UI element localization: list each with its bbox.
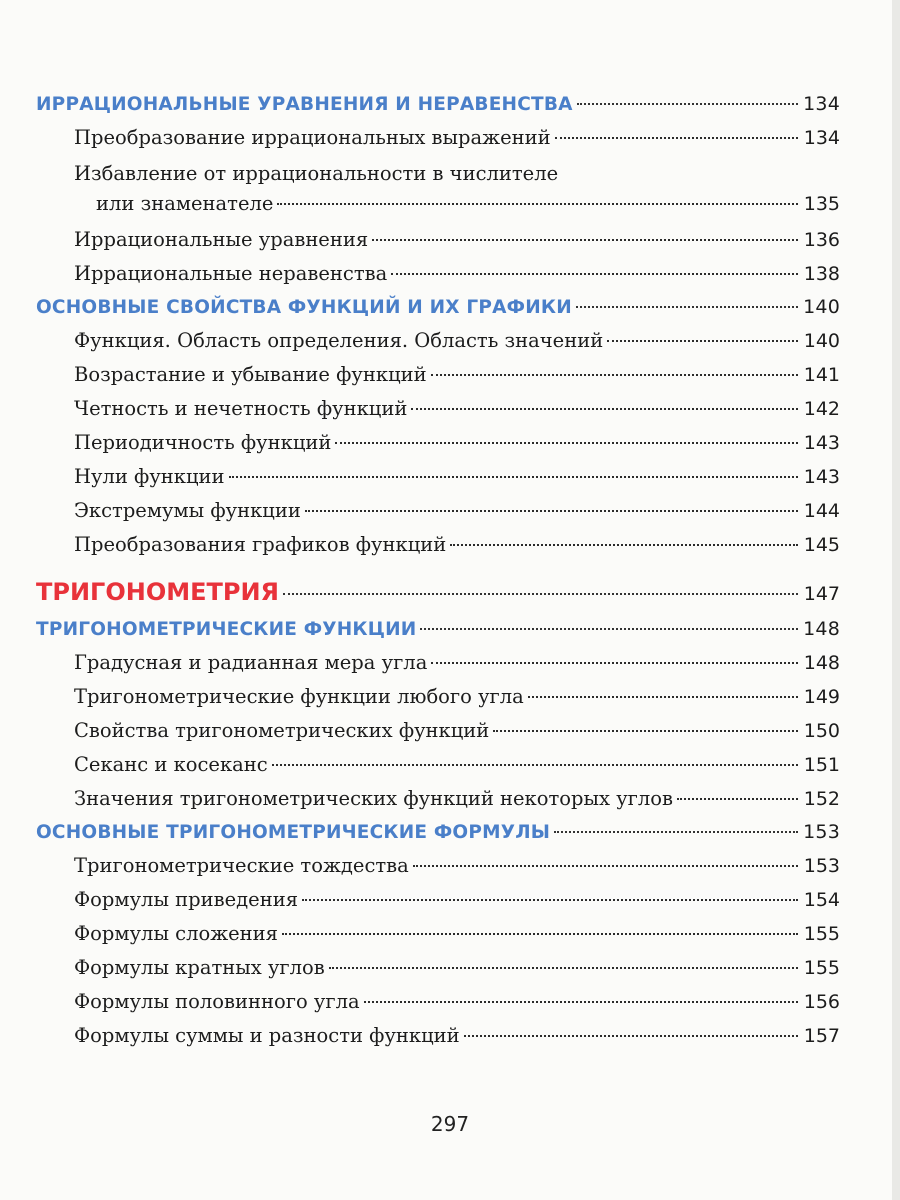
toc-entry-page: 138 bbox=[803, 263, 840, 285]
toc-entry-page: 144 bbox=[803, 500, 840, 522]
toc-entry-page: 134 bbox=[803, 93, 840, 115]
toc-entry-title: Периодичность функций bbox=[74, 431, 332, 454]
toc-entry bbox=[36, 227, 840, 253]
dot-leader bbox=[555, 137, 798, 139]
toc-entry-title: Формулы кратных углов bbox=[74, 956, 325, 979]
toc-entry-title: ОСНОВНЫЕ ТРИГОНОМЕТРИЧЕСКИЕ ФОРМУЛЫ bbox=[36, 822, 551, 843]
dot-leader bbox=[528, 696, 798, 698]
toc-entry-title: Функция. Область определения. Область значений bbox=[74, 329, 604, 352]
dot-leader bbox=[411, 408, 798, 410]
toc-entry-page: 136 bbox=[803, 229, 840, 251]
toc-entry-page: 154 bbox=[803, 889, 840, 911]
toc-entry-page: 140 bbox=[803, 296, 840, 318]
toc-entry-title: Формулы суммы и разности функций bbox=[74, 1024, 460, 1047]
dot-leader bbox=[329, 967, 798, 969]
toc-entry-title-cont: или знаменателе bbox=[96, 192, 274, 215]
toc-entry-page: 155 bbox=[803, 957, 840, 979]
toc-entry-title: Секанс и косеканс bbox=[74, 753, 268, 776]
toc-entry-page: 143 bbox=[803, 466, 840, 488]
toc-entry bbox=[36, 532, 840, 558]
toc-entry-page: 145 bbox=[803, 534, 840, 556]
toc-entry-title: Свойства тригонометрических функций bbox=[74, 719, 490, 742]
toc-entry-title: ОСНОВНЫЕ СВОЙСТВА ФУНКЦИЙ И ИХ ГРАФИКИ bbox=[36, 297, 572, 318]
toc-entry-title: ТРИГОНОМЕТРИЯ bbox=[36, 578, 280, 606]
toc-entry-page: 148 bbox=[803, 618, 840, 640]
toc-entry-page: 149 bbox=[803, 686, 840, 708]
dot-leader bbox=[493, 730, 798, 732]
toc-entry-page: 153 bbox=[803, 855, 840, 877]
toc-entry-page: 135 bbox=[803, 193, 840, 215]
toc-entry-title: ТРИГОНОМЕТРИЧЕСКИЕ ФУНКЦИИ bbox=[36, 619, 417, 640]
toc-entry-page: 155 bbox=[803, 923, 840, 945]
toc-entry-page: 151 bbox=[803, 754, 840, 776]
toc-section bbox=[36, 617, 840, 642]
dot-leader bbox=[305, 510, 798, 512]
toc-entry bbox=[36, 328, 840, 354]
toc-entry bbox=[36, 430, 840, 456]
table-of-contents bbox=[36, 92, 840, 1057]
toc-section bbox=[36, 295, 840, 320]
toc-chapter bbox=[36, 580, 840, 607]
toc-entry bbox=[36, 498, 840, 524]
dot-leader bbox=[413, 865, 798, 867]
dot-leader bbox=[431, 662, 798, 664]
dot-leader bbox=[576, 306, 798, 308]
dot-leader bbox=[554, 831, 798, 833]
toc-entry bbox=[36, 261, 840, 287]
toc-entry-page: 134 bbox=[803, 127, 840, 149]
toc-entry bbox=[36, 921, 840, 947]
dot-leader bbox=[420, 628, 798, 630]
toc-entry-page: 140 bbox=[803, 330, 840, 352]
toc-entry bbox=[36, 464, 840, 490]
toc-entry-title: Преобразование иррациональных выражений bbox=[74, 126, 551, 149]
toc-entry-title: Тригонометрические функции любого угла bbox=[74, 685, 524, 708]
dot-leader bbox=[391, 273, 798, 275]
toc-entry bbox=[36, 396, 840, 422]
toc-entry-title: Возрастание и убывание функций bbox=[74, 363, 427, 386]
toc-section bbox=[36, 820, 840, 845]
dot-leader bbox=[464, 1035, 798, 1037]
toc-entry bbox=[36, 1023, 840, 1049]
toc-entry-title: ИРРАЦИОНАЛЬНЫЕ УРАВНЕНИЯ И НЕРАВЕНСТВА bbox=[36, 94, 573, 115]
dot-leader bbox=[335, 442, 798, 444]
toc-entry-title: Тригонометрические тождества bbox=[74, 854, 409, 877]
dot-leader bbox=[431, 374, 798, 376]
toc-entry-page: 148 bbox=[803, 652, 840, 674]
toc-entry bbox=[36, 159, 840, 219]
dot-leader bbox=[607, 340, 798, 342]
toc-entry-page: 141 bbox=[803, 364, 840, 386]
dot-leader bbox=[277, 203, 798, 205]
toc-entry-title: Формулы приведения bbox=[74, 888, 298, 911]
toc-entry bbox=[36, 752, 840, 778]
dot-leader bbox=[283, 593, 798, 595]
toc-entry-title: Градусная и радианная мера угла bbox=[74, 651, 428, 674]
toc-entry-page: 157 bbox=[803, 1025, 840, 1047]
dot-leader bbox=[229, 476, 798, 478]
toc-entry-page: 153 bbox=[803, 821, 840, 843]
toc-entry-page: 156 bbox=[803, 991, 840, 1013]
toc-entry-page: 147 bbox=[803, 583, 840, 605]
toc-entry bbox=[36, 362, 840, 388]
toc-entry-title: Значения тригонометрических функций некоторых углов bbox=[74, 787, 674, 810]
dot-leader bbox=[577, 103, 798, 105]
dot-leader bbox=[450, 544, 798, 546]
toc-entry-title: Преобразования графиков функций bbox=[74, 533, 447, 556]
dot-leader bbox=[282, 933, 798, 935]
dot-leader bbox=[677, 798, 798, 800]
dot-leader bbox=[364, 1001, 798, 1003]
toc-entry-title: Четность и нечетность функций bbox=[74, 397, 408, 420]
toc-entry bbox=[36, 887, 840, 913]
page-number: 297 bbox=[430, 1112, 470, 1136]
page-edge bbox=[892, 0, 900, 1200]
toc-entry-title: Формулы половинного угла bbox=[74, 990, 360, 1013]
toc-entry bbox=[36, 786, 840, 812]
toc-entry-title: Иррациональные неравенства bbox=[74, 262, 388, 285]
toc-entry bbox=[36, 718, 840, 744]
toc-entry-title: Экстремумы функции bbox=[74, 499, 301, 522]
toc-entry-title: Нули функции bbox=[74, 465, 225, 488]
toc-section bbox=[36, 92, 840, 117]
toc-entry-page: 152 bbox=[803, 788, 840, 810]
toc-entry bbox=[36, 853, 840, 879]
toc-entry-page: 142 bbox=[803, 398, 840, 420]
dot-leader bbox=[302, 899, 798, 901]
toc-entry bbox=[36, 989, 840, 1015]
toc-entry bbox=[36, 955, 840, 981]
toc-entry bbox=[36, 125, 840, 151]
toc-entry-title: Иррациональные уравнения bbox=[74, 228, 369, 251]
toc-entry-page: 143 bbox=[803, 432, 840, 454]
dot-leader bbox=[372, 239, 798, 241]
dot-leader bbox=[272, 764, 798, 766]
toc-entry-title: Избавление от иррациональности в числителе bbox=[74, 162, 559, 185]
toc-entry bbox=[36, 650, 840, 676]
toc-entry bbox=[36, 684, 840, 710]
toc-entry-title: Формулы сложения bbox=[74, 922, 278, 945]
toc-entry-page: 150 bbox=[803, 720, 840, 742]
